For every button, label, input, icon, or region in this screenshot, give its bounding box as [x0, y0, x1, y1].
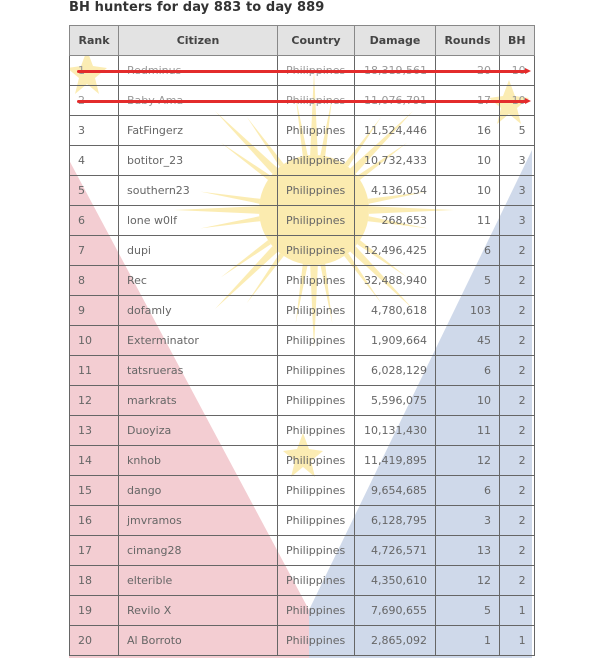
- cell-bh: 2: [500, 326, 535, 356]
- cell-damage: 12,496,425: [355, 236, 436, 266]
- cell-bh: 2: [500, 236, 535, 266]
- cell-country[interactable]: Philippines: [278, 176, 355, 206]
- bh-hunters-table: [69, 25, 535, 656]
- cell-rank: 18: [70, 566, 119, 596]
- cell-bh: 2: [500, 416, 535, 446]
- cell-citizen[interactable]: tatsrueras: [119, 356, 278, 386]
- table-body: [70, 56, 535, 656]
- table-row: [70, 446, 535, 476]
- cell-citizen[interactable]: Revilo X: [119, 596, 278, 626]
- cell-rounds: 103: [436, 296, 500, 326]
- cell-bh: 2: [500, 566, 535, 596]
- table-row: [70, 176, 535, 206]
- cell-country[interactable]: Philippines: [278, 566, 355, 596]
- cell-bh: 2: [500, 476, 535, 506]
- cell-rank: 11: [70, 356, 119, 386]
- cell-damage: 4,780,618: [355, 296, 436, 326]
- cell-country[interactable]: Philippines: [278, 626, 355, 656]
- table-row: [70, 476, 535, 506]
- cell-rank: 3: [70, 116, 119, 146]
- cell-damage: 11,419,895: [355, 446, 436, 476]
- cell-bh: 2: [500, 536, 535, 566]
- cell-country[interactable]: Philippines: [278, 296, 355, 326]
- cell-rounds: 5: [436, 266, 500, 296]
- table-row: [70, 326, 535, 356]
- cell-country[interactable]: Philippines: [278, 116, 355, 146]
- cell-rounds: 5: [436, 596, 500, 626]
- cell-damage: 4,726,571: [355, 536, 436, 566]
- page-title: BH hunters for day 883 to day 889: [69, 0, 325, 15]
- cell-country[interactable]: Philippines: [278, 416, 355, 446]
- table-row: [70, 506, 535, 536]
- cell-country[interactable]: Philippines: [278, 476, 355, 506]
- table-row: [70, 236, 535, 266]
- cell-damage: 7,690,655: [355, 596, 436, 626]
- cell-rounds: 10: [436, 386, 500, 416]
- cell-country[interactable]: Philippines: [278, 356, 355, 386]
- cell-rank: 13: [70, 416, 119, 446]
- table-row: [70, 566, 535, 596]
- cell-citizen[interactable]: dango: [119, 476, 278, 506]
- header-rank[interactable]: Rank: [70, 26, 119, 56]
- cell-citizen[interactable]: Duoyiza: [119, 416, 278, 446]
- cell-rounds: 10: [436, 176, 500, 206]
- cell-country[interactable]: Philippines: [278, 326, 355, 356]
- cell-rounds: 16: [436, 116, 500, 146]
- cell-rank: 16: [70, 506, 119, 536]
- cell-rank: 12: [70, 386, 119, 416]
- table-row: [70, 206, 535, 236]
- cell-country[interactable]: Philippines: [278, 386, 355, 416]
- cell-citizen[interactable]: lone w0lf: [119, 206, 278, 236]
- cell-rounds: 3: [436, 506, 500, 536]
- cell-bh: 3: [500, 176, 535, 206]
- cell-country[interactable]: Philippines: [278, 206, 355, 236]
- cell-rank: 4: [70, 146, 119, 176]
- cell-rounds: 6: [436, 356, 500, 386]
- cell-rank: 9: [70, 296, 119, 326]
- table-row: [70, 386, 535, 416]
- cell-damage: 6,028,129: [355, 356, 436, 386]
- table-row: [70, 116, 535, 146]
- table-row: [70, 536, 535, 566]
- cell-bh: 2: [500, 266, 535, 296]
- table-row: [70, 416, 535, 446]
- cell-citizen[interactable]: cimang28: [119, 536, 278, 566]
- cell-bh: 2: [500, 356, 535, 386]
- cell-rounds: 12: [436, 566, 500, 596]
- header-bh[interactable]: BH: [500, 26, 535, 56]
- cell-country[interactable]: Philippines: [278, 506, 355, 536]
- cell-bh: 3: [500, 206, 535, 236]
- cell-damage: 5,596,075: [355, 386, 436, 416]
- cell-rank: 19: [70, 596, 119, 626]
- header-damage[interactable]: Damage: [355, 26, 436, 56]
- cell-citizen[interactable]: elterible: [119, 566, 278, 596]
- cell-rank: 6: [70, 206, 119, 236]
- cell-citizen[interactable]: botitor_23: [119, 146, 278, 176]
- cell-damage: 4,136,054: [355, 176, 436, 206]
- header-citizen[interactable]: Citizen: [119, 26, 278, 56]
- cell-rounds: 6: [436, 476, 500, 506]
- cell-rank: 15: [70, 476, 119, 506]
- cell-rank: 17: [70, 536, 119, 566]
- header-rounds[interactable]: Rounds: [436, 26, 500, 56]
- cell-damage: 9,654,685: [355, 476, 436, 506]
- cell-country[interactable]: Philippines: [278, 236, 355, 266]
- cell-country[interactable]: Philippines: [278, 266, 355, 296]
- cell-rank: 20: [70, 626, 119, 656]
- cell-bh: 3: [500, 146, 535, 176]
- header-country[interactable]: Country: [278, 26, 355, 56]
- cell-damage: 268,653: [355, 206, 436, 236]
- cell-country[interactable]: Philippines: [278, 446, 355, 476]
- cell-damage: 10,131,430: [355, 416, 436, 446]
- cell-rank: 14: [70, 446, 119, 476]
- cell-damage: 10,732,433: [355, 146, 436, 176]
- cell-country[interactable]: Philippines: [278, 596, 355, 626]
- cell-citizen[interactable]: markrats: [119, 386, 278, 416]
- table-row: [70, 596, 535, 626]
- cell-citizen[interactable]: Al Borroto: [119, 626, 278, 656]
- cell-rounds: 13: [436, 536, 500, 566]
- strikethrough-line: [77, 100, 527, 103]
- cell-rounds: 11: [436, 416, 500, 446]
- cell-rank: 7: [70, 236, 119, 266]
- cell-rank: 5: [70, 176, 119, 206]
- cell-damage: 2,865,092: [355, 626, 436, 656]
- table-header-row: [70, 26, 535, 56]
- strikethrough-line: [77, 70, 527, 73]
- cell-damage: 1,909,664: [355, 326, 436, 356]
- table-row: [70, 626, 535, 656]
- cell-rank: 10: [70, 326, 119, 356]
- cell-rounds: 10: [436, 146, 500, 176]
- cell-damage: 4,350,610: [355, 566, 436, 596]
- cell-citizen[interactable]: dofamly: [119, 296, 278, 326]
- cell-citizen[interactable]: knhob: [119, 446, 278, 476]
- cell-citizen[interactable]: Rec: [119, 266, 278, 296]
- cell-rounds: 12: [436, 446, 500, 476]
- cell-bh: 1: [500, 596, 535, 626]
- cell-country[interactable]: Philippines: [278, 146, 355, 176]
- cell-citizen[interactable]: FatFingerz: [119, 116, 278, 146]
- cell-citizen[interactable]: southern23: [119, 176, 278, 206]
- cell-rounds: 1: [436, 626, 500, 656]
- cell-rounds: 45: [436, 326, 500, 356]
- cell-rounds: 6: [436, 236, 500, 266]
- cell-rank: 8: [70, 266, 119, 296]
- cell-bh: 2: [500, 296, 535, 326]
- table-row: [70, 356, 535, 386]
- cell-bh: 2: [500, 386, 535, 416]
- cell-bh: 5: [500, 116, 535, 146]
- cell-bh: 2: [500, 506, 535, 536]
- table-row: [70, 266, 535, 296]
- table-row: [70, 146, 535, 176]
- cell-damage: 6,128,795: [355, 506, 436, 536]
- cell-damage: 11,524,446: [355, 116, 436, 146]
- cell-citizen[interactable]: jmvramos: [119, 506, 278, 536]
- cell-rounds: 11: [436, 206, 500, 236]
- cell-damage: 32,488,940: [355, 266, 436, 296]
- cell-bh: 2: [500, 446, 535, 476]
- table-row: [70, 296, 535, 326]
- cell-citizen[interactable]: Exterminator: [119, 326, 278, 356]
- cell-country[interactable]: Philippines: [278, 536, 355, 566]
- cell-bh: 1: [500, 626, 535, 656]
- cell-citizen[interactable]: dupi: [119, 236, 278, 266]
